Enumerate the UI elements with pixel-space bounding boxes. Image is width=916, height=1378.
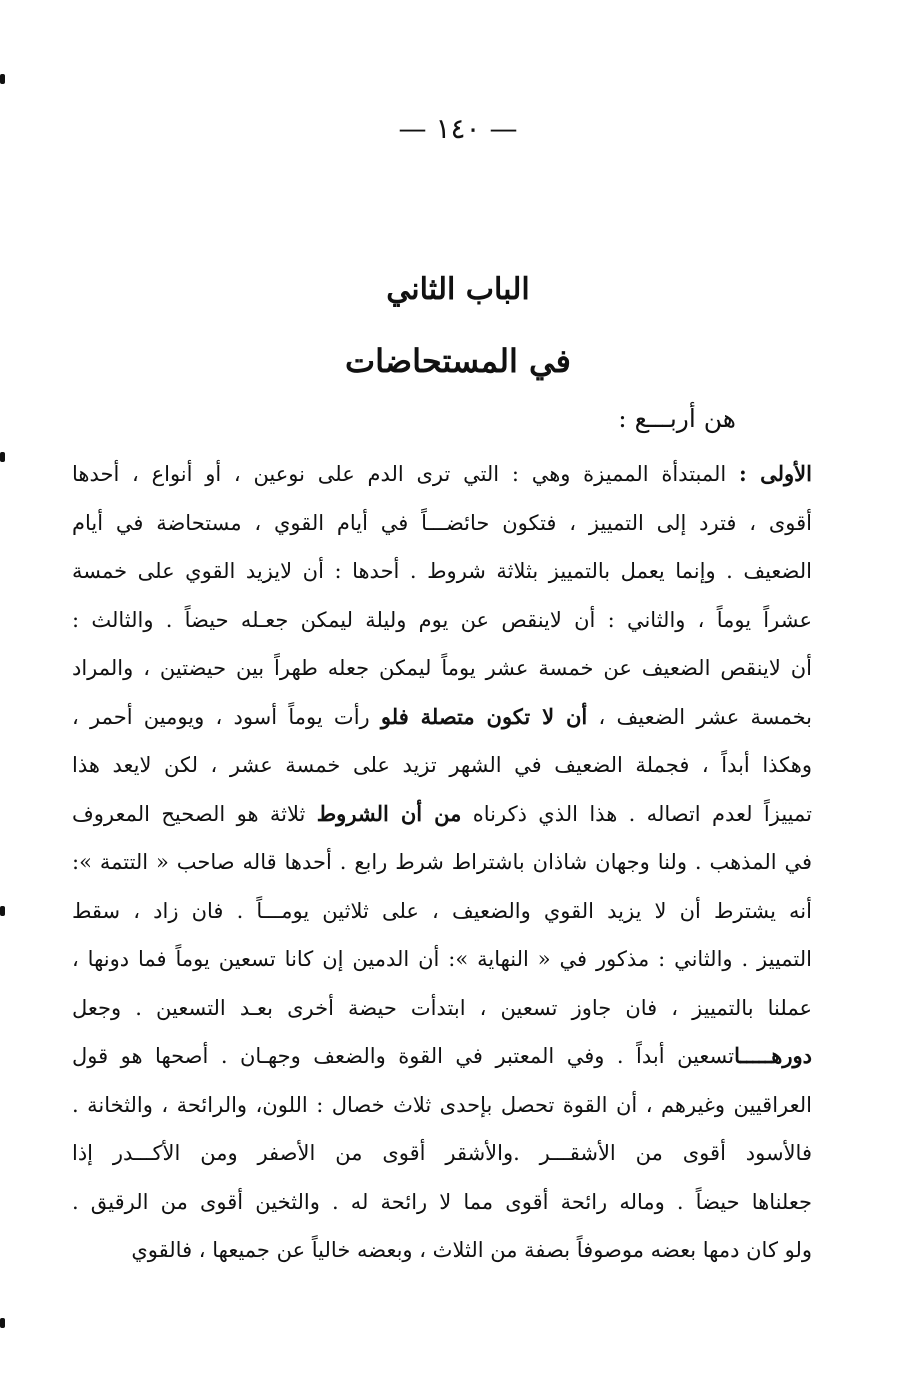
text-line — [72, 741, 812, 790]
text-run: عملنا بالتمييز ، فان جاوز تسعين ، ابتدأت حيضة أخرى بعـد التسعين . وجعل — [72, 995, 812, 1020]
chapter-title: الباب الثاني — [386, 272, 530, 307]
bold-phrase: الأولى : — [739, 461, 812, 486]
text-line — [72, 1129, 812, 1178]
text-run: جعلناها حيضاً . وماله رائحة أقوى مما لا رائحة له . والثخين أقوى من الرقيق . — [72, 1189, 812, 1214]
text-line — [72, 450, 812, 499]
text-run: المبتدأة المميزة وهي : التي ترى الدم على نوعين ، أو أنواع ، أحدها — [72, 462, 739, 486]
page-number: — ١٤٠ — — [398, 112, 518, 145]
text-run: أنه يشترط أن لا يزيد القوي والضعيف ، على ثلاثين يومـــاً . فان زاد ، سقط — [72, 898, 812, 923]
text-line — [72, 596, 812, 645]
text-line — [72, 693, 812, 742]
text-run: أقوى ، فترد إلى التمييز ، فتكون حائضـــاً في أيام القوي ، مستحاضة في أيام — [72, 510, 812, 535]
text-line — [72, 790, 812, 839]
text-line — [72, 935, 812, 984]
text-run: في المذهب . ولنا وجهان شاذان باشتراط شرط رابع . أحدها قاله صاحب « التتمة »: — [72, 850, 812, 874]
text-run: ولو كان دمها بعضه موصوفاً بصفة من الثلاث ، وبعضه خالياً عن جميعها ، فالقوي — [131, 1238, 812, 1262]
text-run: رأت يوماً أسود ، ويومين أحمر ، — [72, 704, 381, 729]
text-line — [72, 644, 812, 693]
chapter-subtitle: في المستحاضات — [345, 342, 571, 380]
scan-edge-mark — [0, 906, 5, 916]
text-line — [72, 1178, 812, 1227]
text-line — [72, 984, 812, 1033]
scan-edge-mark — [0, 452, 5, 462]
text-run: بخمسة عشر الضعيف ، — [587, 704, 812, 729]
body-text — [72, 450, 812, 1275]
text-line — [72, 838, 812, 887]
bold-phrase: أن لا تكون متصلة فلو — [380, 703, 588, 729]
text-run: ثلاثة هو الصحيح المعروف — [72, 801, 317, 826]
text-line — [72, 499, 812, 548]
text-run: فالأسود أقوى من الأشقـــر .والأشقر أقوى من الأصفر ومن الأكـــدر إذا — [72, 1141, 812, 1165]
text-line — [72, 1081, 812, 1130]
text-run: تمييزاً لعدم اتصاله . هذا الذي ذكرناه — [461, 801, 812, 826]
text-run: تسعين أبداً . وفي المعتبر في القوة والضعف وجهـان . أصحها هو قول — [72, 1044, 735, 1068]
text-line — [72, 1226, 812, 1275]
intro-line: هن أربـــع : — [618, 404, 736, 433]
text-run: أن لاينقص الضعيف عن خمسة عشر يوماً ليمكن جعله طهراً بين حيضتين ، والمراد — [72, 656, 812, 680]
text-run: وهكذا أبداً ، فجملة الضعيف في الشهر تزيد على خمسة عشر ، لكن لايعد هذا — [72, 753, 812, 777]
bold-phrase: من أن الشروط — [316, 800, 462, 826]
text-run: عشراً يوماً ، والثاني : أن لاينقص عن يوم وليلة ليمكن جعـله حيضاً . والثالث : — [72, 607, 812, 632]
bold-phrase: دورهـــــا — [734, 1043, 812, 1068]
scan-edge-mark — [0, 1318, 5, 1328]
scan-edge-mark — [0, 74, 5, 84]
text-run: التمييز . والثاني : مذكور في « النهاية »: أن الدمين إن كانا تسعين يوماً فما دونها ، — [72, 947, 812, 971]
text-line — [72, 1032, 812, 1081]
text-run: العراقيين وغيرهم ، أن القوة تحصل بإحدى ثلاث خصال : اللون، والرائحة ، والثخانة . — [72, 1092, 812, 1117]
text-line — [72, 547, 812, 596]
text-line — [72, 887, 812, 936]
text-run: الضعيف . وإنما يعمل بالتمييز بثلاثة شروط . أحدها : أن لايزيد القوي على خمسة — [72, 559, 812, 583]
